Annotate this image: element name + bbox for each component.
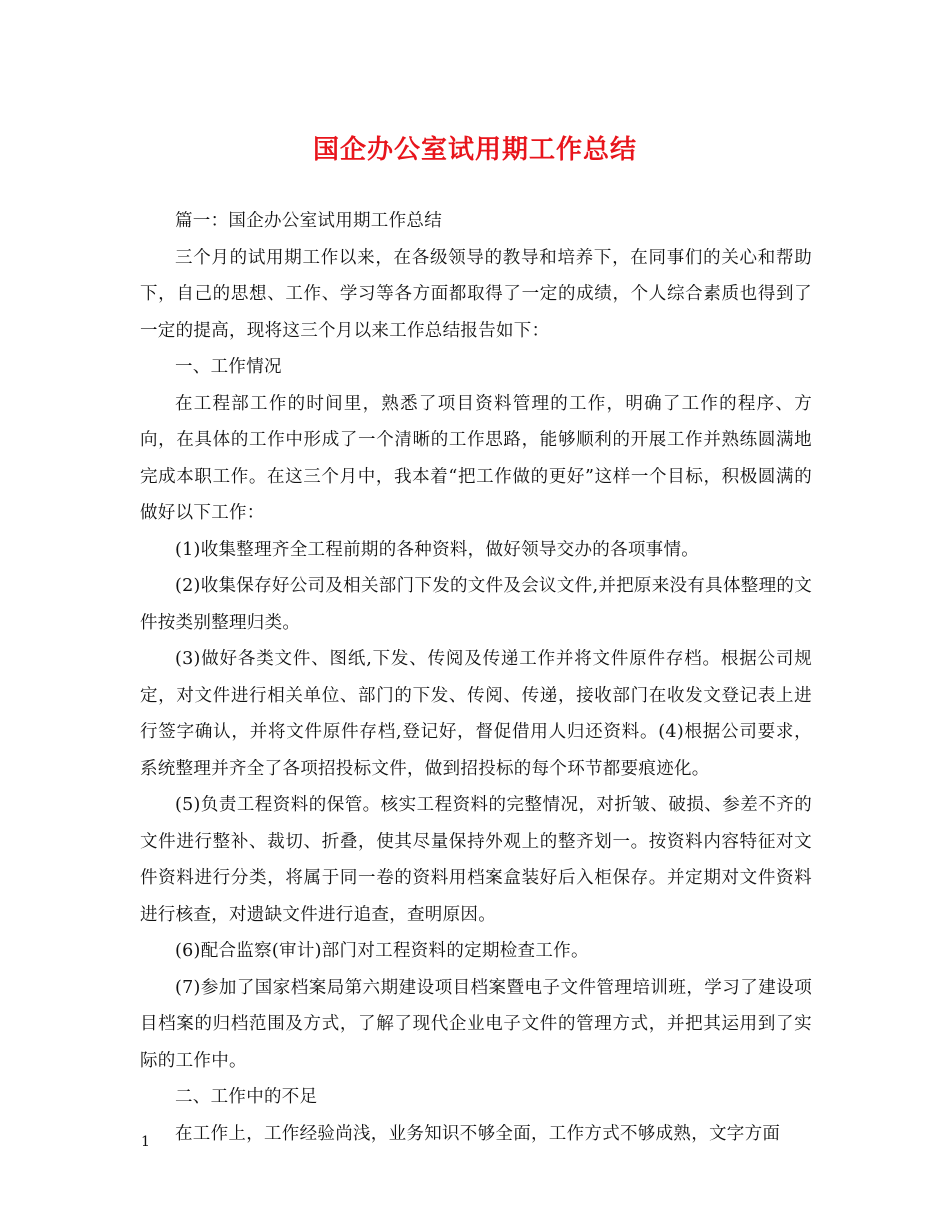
document-title: 国企办公室试用期工作总结 <box>312 135 637 165</box>
list-item-5: (5)负责工程资料的保管。核实工程资料的完整情况，对折皱、破损、参差不齐的文件进行整补、裁切、折叠，使其尽量保持外观上的整齐划一。按资料内容特征对文件资料进行分类，将属于同一卷的资料用档案盒装好后入柜保存。并定期对文件资料进行核查，对遗缺文件进行追查，查明原因。 <box>140 795 812 925</box>
document-body <box>140 203 812 1152</box>
paragraph-section-header: 篇一：国企办公室试用期工作总结 <box>175 211 442 231</box>
page-number: 1 <box>141 1134 150 1150</box>
list-item-7: (7)参加了国家档案局第六期建设项目档案暨电子文件管理培训班，学习了建设项目档案的归档范围及方式，了解了现代企业电子文件的管理方式，并把其运用到了实际的工作中。 <box>140 977 812 1071</box>
paragraph-intro: 三个月的试用期工作以来，在各级领导的教导和培养下，在同事们的关心和帮助下，自己的思想、工作、学习等各方面都取得了一定的成绩，个人综合素质也得到了一定的提高，现将这三个月以来工作总结报告如下： <box>140 247 812 341</box>
list-item-3-4: (3)做好各类文件、图纸,下发、传阅及传递工作并将文件原件存档。根据公司规定，对文件进行相关单位、部门的下发、传阅、传递，接收部门在收发文登记表上进行签字确认，并将文件原件存档,登记好，督促借用人归还资料。(4)根据公司要求，系统整理并齐全了各项招投标文件，做到招投标的每个环节都要痕迹化。 <box>140 649 812 779</box>
heading-work-situation: 一、工作情况 <box>175 357 282 377</box>
heading-shortcomings: 二、工作中的不足 <box>175 1087 318 1107</box>
paragraph-work-overview: 在工程部工作的时间里，熟悉了项目资料管理的工作，明确了工作的程序、方向，在具体的工作中形成了一个清晰的工作思路，能够顺利的开展工作并熟练圆满地完成本职工作。在这三个月中，我本着“把工作做的更好”这样一个目标，积极圆满的做好以下工作： <box>140 393 812 523</box>
list-item-2: (2)收集保存好公司及相关部门下发的文件及会议文件,并把原来没有具体整理的文件按类别整理归类。 <box>140 576 812 633</box>
list-item-6: (6)配合监察(审计)部门对工程资料的定期检查工作。 <box>175 941 589 961</box>
paragraph-shortcomings: 在工作上，工作经验尚浅，业务知识不够全面，工作方式不够成熟，文字方面 <box>175 1123 781 1144</box>
list-item-1: (1)收集整理齐全工程前期的各种资料，做好领导交办的各项事情。 <box>175 539 700 560</box>
